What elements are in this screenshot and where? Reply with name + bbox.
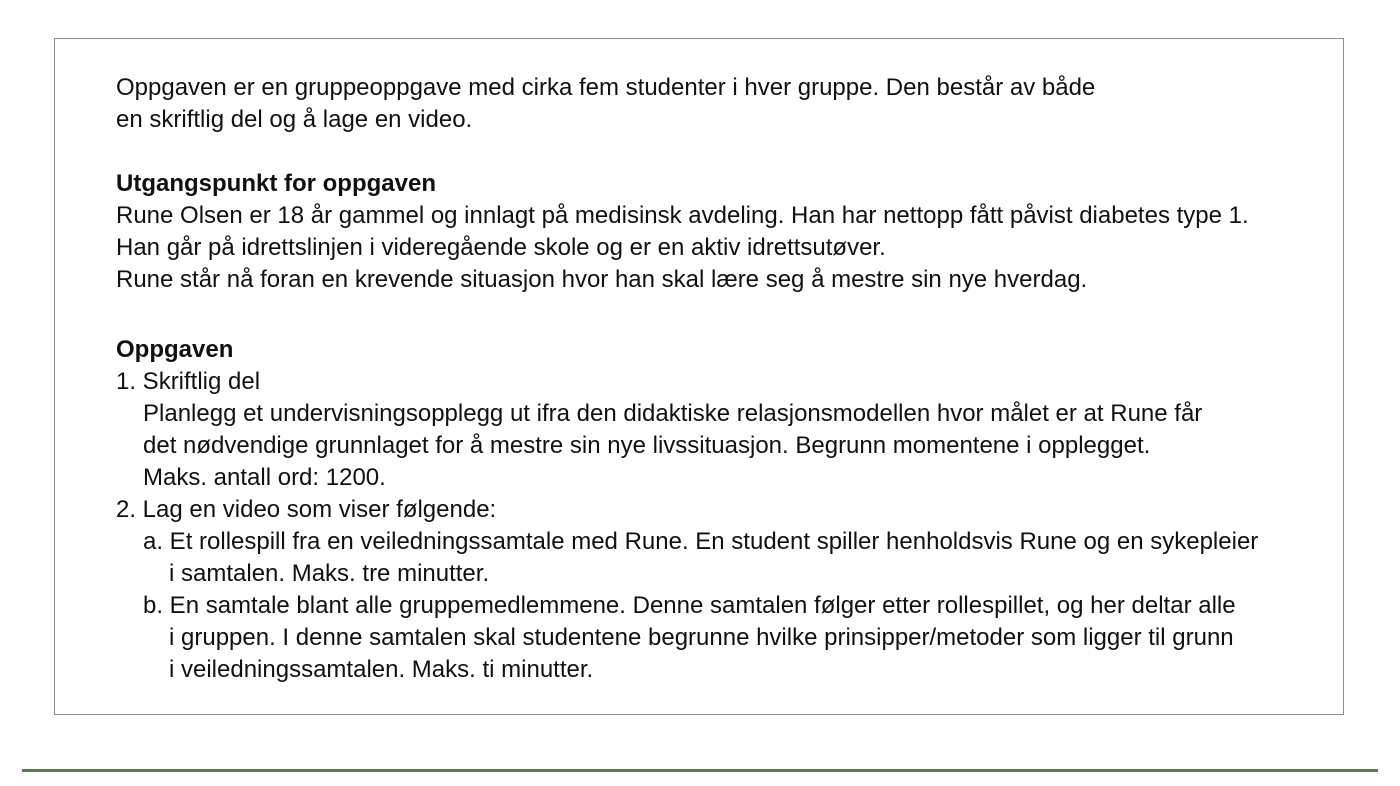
background-line-2: Han går på idrettslinjen i videregående skole og er en aktiv idrettsutøver.: [116, 234, 886, 261]
bottom-divider: [22, 769, 1378, 772]
part-2-title: 2. Lag en video som viser følgende:: [116, 496, 497, 523]
background-line-3: Rune står nå foran en krevende situasjon hvor han skal lære seg å mestre sin nye hverdag.: [116, 266, 1088, 293]
background-heading: Utgangspunkt for oppgaven: [116, 170, 436, 197]
item-b-line-2: i gruppen. I denne samtalen skal studentene begrunne hvilke prinsipper/metoder som ligger til grunn: [169, 624, 1234, 651]
task-heading: Oppgaven: [116, 336, 234, 363]
part-1-word-limit: Maks. antall ord: 1200.: [143, 464, 386, 491]
intro-line-2: en skriftlig del og å lage en video.: [116, 106, 473, 133]
part-1-line-2: det nødvendige grunnlaget for å mestre sin nye livssituasjon. Begrunn momentene i opplegget.: [143, 432, 1151, 459]
item-b-line-1: b. En samtale blant alle gruppemedlemmene. Denne samtalen følger etter rollespillet, og her deltar alle: [143, 592, 1236, 619]
assignment-box: [54, 38, 1344, 715]
item-a-line-2: i samtalen. Maks. tre minutter.: [169, 560, 490, 587]
background-line-1: Rune Olsen er 18 år gammel og innlagt på medisinsk avdeling. Han har nettopp fått påvist diabetes type 1.: [116, 202, 1249, 229]
assignment-text: [116, 72, 1331, 686]
intro-line-1: Oppgaven er en gruppeoppgave med cirka fem studenter i hver gruppe. Den består av både: [116, 74, 1096, 101]
item-b-line-3: i veiledningssamtalen. Maks. ti minutter.: [169, 656, 594, 683]
item-a-line-1: a. Et rollespill fra en veiledningssamtale med Rune. En student spiller henholdsvis Rune og en sykepleier: [143, 528, 1259, 555]
part-1-line-1: Planlegg et undervisningsopplegg ut ifra den didaktiske relasjonsmodellen hvor målet er at Rune får: [143, 400, 1203, 427]
part-1-title: 1. Skriftlig del: [116, 368, 261, 395]
